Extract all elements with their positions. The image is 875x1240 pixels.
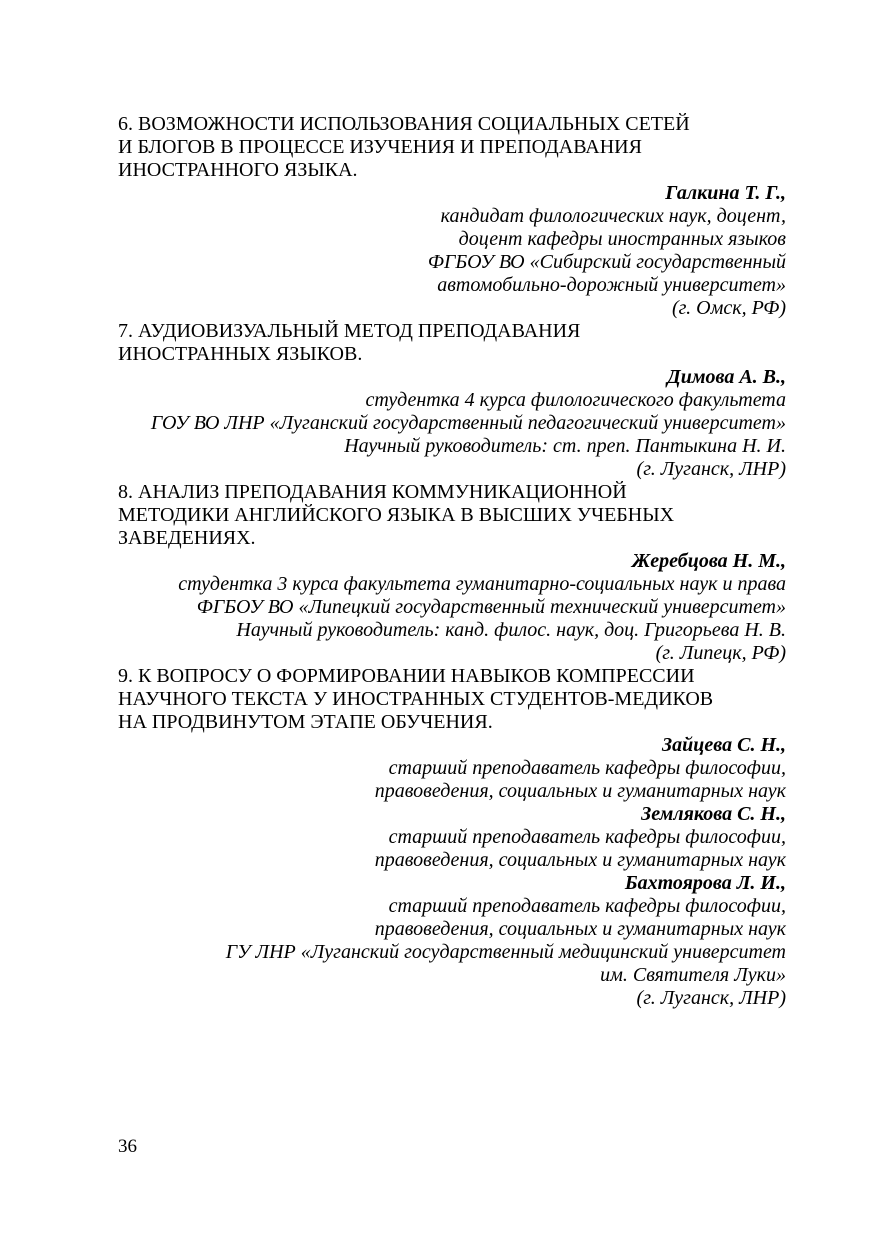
author-affiliation-line: правоведения, социальных и гуманитарных наук <box>374 849 786 871</box>
author-location-line: (г. Луганск, ЛНР) <box>636 458 786 480</box>
title-line: МЕТОДИКИ АНГЛИЙСКОГО ЯЗЫКА В ВЫСШИХ УЧЕБНЫХ <box>118 504 675 526</box>
author-name: Зайцева С. Н., <box>662 734 786 756</box>
title-line: ИНОСТРАННЫХ ЯЗЫКОВ. <box>118 343 363 365</box>
title-line: НА ПРОДВИНУТОМ ЭТАПЕ ОБУЧЕНИЯ. <box>118 711 493 733</box>
author-supervisor-line: Научный руководитель: ст. преп. Пантыкина Н. И. <box>344 435 786 457</box>
author-affiliation-line: ГОУ ВО ЛНР «Луганский государственный педагогический университет» <box>150 412 786 434</box>
author-affiliation-line: ГУ ЛНР «Луганский государственный медицинский университет <box>225 941 786 963</box>
author-block <box>118 803 786 872</box>
author-affiliation-line: доцент кафедры иностранных языков <box>458 228 786 250</box>
author-affiliation-line: старший преподаватель кафедры философии, <box>388 757 786 779</box>
author-block <box>118 734 786 803</box>
author-affiliation-line: автомобильно-дорожный университет» <box>437 274 786 296</box>
title-line: 7. АУДИОВИЗУАЛЬНЫЙ МЕТОД ПРЕПОДАВАНИЯ <box>118 320 581 342</box>
toc-entry-8 <box>118 481 786 665</box>
author-block <box>118 550 786 665</box>
title-line: ИНОСТРАННОГО ЯЗЫКА. <box>118 159 358 181</box>
entry-title <box>118 113 786 182</box>
title-line: И БЛОГОВ В ПРОЦЕССЕ ИЗУЧЕНИЯ И ПРЕПОДАВАНИЯ <box>118 136 642 158</box>
author-block <box>118 182 786 320</box>
author-affiliation-line: студентка 3 курса факультета гуманитарно-социальных наук и права <box>178 573 786 595</box>
author-name: Галкина Т. Г., <box>665 182 786 204</box>
author-location-line: (г. Липецк, РФ) <box>655 642 786 664</box>
author-affiliation-line: старший преподаватель кафедры философии, <box>388 895 786 917</box>
author-location-line: (г. Луганск, ЛНР) <box>636 987 786 1009</box>
title-line: НАУЧНОГО ТЕКСТА У ИНОСТРАННЫХ СТУДЕНТОВ-МЕДИКОВ <box>118 688 714 710</box>
author-location-line: (г. Омск, РФ) <box>671 297 786 319</box>
author-block <box>118 366 786 481</box>
author-affiliation-line: кандидат филологических наук, доцент, <box>440 205 786 227</box>
title-line: ЗАВЕДЕНИЯХ. <box>118 527 256 549</box>
author-supervisor-line: Научный руководитель: канд. филос. наук, доц. Григорьева Н. В. <box>236 619 786 641</box>
author-affiliation-line: студентка 4 курса филологического факультета <box>365 389 786 411</box>
table-of-contents <box>118 113 786 1010</box>
author-affiliation-line: ФГБОУ ВО «Сибирский государственный <box>427 251 786 273</box>
title-line: 8. АНАЛИЗ ПРЕПОДАВАНИЯ КОММУНИКАЦИОННОЙ <box>118 481 627 503</box>
author-block <box>118 872 786 1010</box>
author-name: Землякова С. Н., <box>641 803 786 825</box>
entry-title <box>118 320 786 366</box>
author-affiliation-line: правоведения, социальных и гуманитарных наук <box>374 780 786 802</box>
page-number: 36 <box>118 1136 137 1157</box>
author-affiliation-line: им. Святителя Луки» <box>600 964 786 986</box>
title-line: 6. ВОЗМОЖНОСТИ ИСПОЛЬЗОВАНИЯ СОЦИАЛЬНЫХ СЕТЕЙ <box>118 113 690 135</box>
entry-title <box>118 665 786 734</box>
title-line: 9. К ВОПРОСУ О ФОРМИРОВАНИИ НАВЫКОВ КОМПРЕССИИ <box>118 665 695 687</box>
toc-entry-6 <box>118 113 786 320</box>
entry-title <box>118 481 786 550</box>
author-affiliation-line: старший преподаватель кафедры философии, <box>388 826 786 848</box>
author-name: Бахтоярова Л. И., <box>624 872 786 894</box>
author-name: Жеребцова Н. М., <box>631 550 786 572</box>
toc-entry-7 <box>118 320 786 481</box>
author-affiliation-line: правоведения, социальных и гуманитарных наук <box>374 918 786 940</box>
author-affiliation-line: ФГБОУ ВО «Липецкий государственный технический университет» <box>196 596 786 618</box>
author-name: Димова А. В., <box>667 366 786 388</box>
toc-entry-9 <box>118 665 786 1010</box>
